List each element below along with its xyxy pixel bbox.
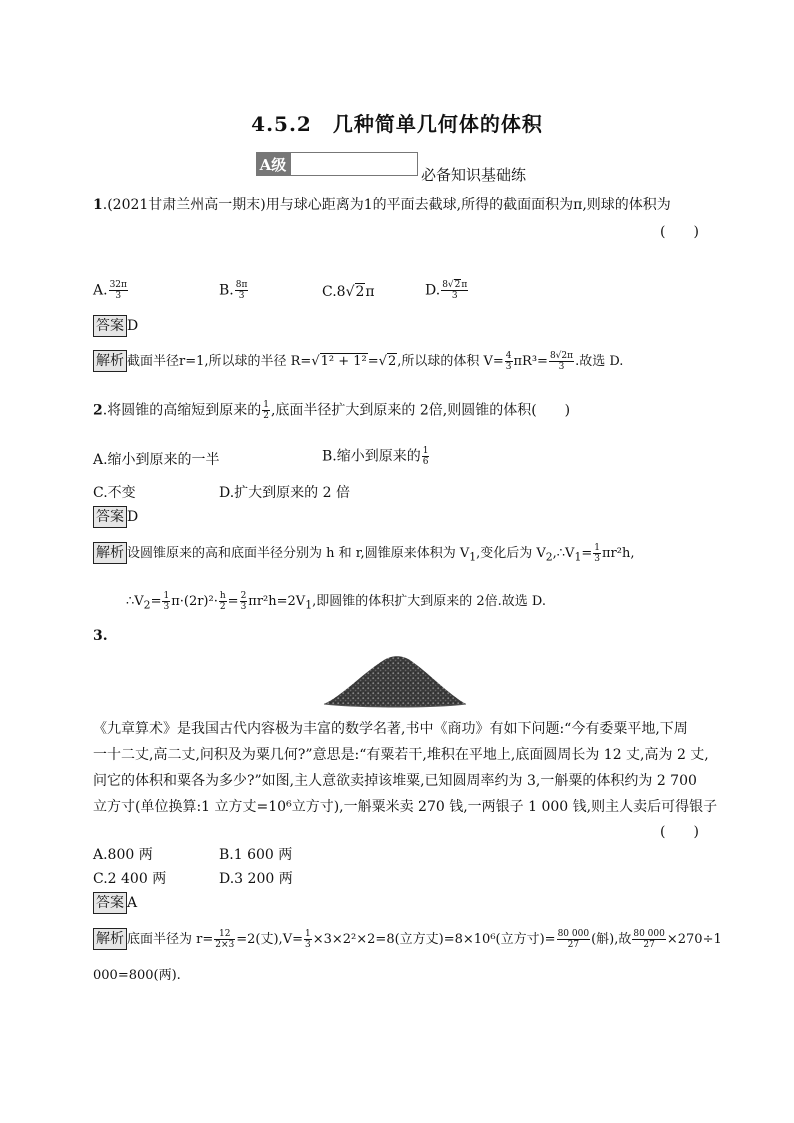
solution-text: ,即圆锥的体积扩大到原来的 2倍.故选 D. (312, 594, 546, 609)
solution-text: ×3×2²×2=8(立方丈)=8×10⁶(立方寸)= (312, 932, 556, 947)
solution-fraction (162, 591, 170, 612)
solution-text: πr²h, (601, 546, 635, 561)
solution-text: 截面半径r=1,所以球的半径 R= (127, 354, 312, 369)
fraction-denominator: 3 (505, 362, 512, 372)
fraction-denominator: 3 (558, 362, 565, 372)
question-3-solution-line-1 (93, 928, 722, 950)
radicand: 2 (454, 280, 461, 290)
fraction-numerator: 12 (214, 929, 235, 940)
radicand: 2 (355, 284, 365, 300)
option-suffix: π (365, 284, 375, 300)
option-fraction (235, 280, 249, 301)
section-label: 必备知识基础练 (421, 166, 527, 184)
solution-text: =2(丈),V= (236, 932, 303, 947)
question-3-option-d: D.3 200 两 (219, 871, 293, 887)
fraction-numerator: 1 (422, 446, 429, 456)
solution-fraction (240, 591, 248, 612)
question-1-answer-paren: ( ) (660, 224, 699, 240)
solution-text: ,∴V (552, 546, 575, 561)
question-1-number: 1 (93, 197, 103, 213)
answer-tag: 答案 (93, 315, 127, 337)
solution-text: .故选 D. (575, 354, 624, 369)
solution-fraction (557, 929, 591, 950)
subscript: 2 (143, 598, 151, 612)
question-3-line: 立方寸(单位换算:1 立方丈=10⁶立方寸),一斛粟米卖 270 钱,一两银子 1 000 钱,则主人卖后可得银子 (93, 799, 718, 815)
solution-fraction (505, 351, 513, 372)
question-3-line: 一十二丈,高二丈,问积及为粟几何?”意思是:“有粟若干,堆积在平地上,底面圆周长为 12 丈,高为 2 丈, (93, 747, 709, 763)
radicand: 1² + 1² (320, 354, 367, 369)
solution-text: = (150, 594, 162, 609)
question-1-option-c: C.8√2π (322, 284, 375, 300)
answer-value: D (127, 318, 139, 334)
question-3-answer (93, 892, 137, 914)
fraction-numerator: 8π (235, 280, 248, 290)
solution-fraction (632, 929, 666, 950)
option-fraction (109, 280, 128, 301)
fraction-denominator: 27 (567, 940, 580, 950)
question-1-option-d (425, 280, 469, 301)
question-1-answer (93, 315, 138, 337)
question-2-stem: .将圆锥的高缩短到原来的 (102, 402, 262, 419)
solution-text: 设圆锥原来的高和底面半径分别为 h 和 r,圆锥原来体积为 V (127, 546, 470, 561)
option-fraction (441, 280, 468, 301)
answer-value: D (127, 509, 139, 525)
question-1-source: .(2021甘肃兰州高一期末) (102, 197, 266, 213)
numerator-coefficient: 8 (442, 280, 448, 290)
question-1-stem: 用与球心距离为1的平面去截球,所得的截面面积为π,则球的体积为 (265, 197, 671, 213)
question-2-option-b (322, 446, 430, 467)
question-3-solution-line-2: 000=800(两). (93, 968, 181, 983)
solution-text: ×270÷1 (666, 932, 722, 947)
fraction-denominator: 27 (643, 940, 655, 950)
question-2-number: 2 (93, 402, 103, 419)
question-2-option-a: A.缩小到原来的一半 (93, 452, 220, 468)
grain-pile-image (322, 652, 468, 708)
solution-text: 底面半径为 r= (127, 932, 214, 947)
solution-fraction (214, 929, 235, 950)
question-3-option-b: B.1 600 两 (219, 847, 293, 863)
level-badge: A级 (256, 152, 290, 176)
fraction-numerator: 1 (163, 591, 170, 601)
solution-fraction (304, 929, 312, 950)
fraction-numerator: h (219, 591, 226, 601)
fraction-numerator: 32π (109, 280, 127, 290)
fraction-denominator: 3 (594, 554, 600, 564)
fraction-numerator: 80 000 (557, 929, 590, 939)
question-3-stem (93, 716, 717, 820)
fraction-denominator: 2 (263, 411, 269, 421)
option-label: B. (219, 282, 234, 299)
solution-text: = (581, 546, 593, 561)
fraction-numerator: 8√2π (549, 351, 574, 361)
solution-text: π·(2r)²· (171, 594, 218, 609)
answer-tag: 答案 (93, 506, 127, 528)
question-2-option-c: C.不变 (93, 485, 136, 501)
solution-text: πR³= (513, 354, 548, 369)
option-fraction (422, 446, 430, 467)
question-3-answer-paren: ( ) (660, 824, 699, 840)
question-3-line: 《九章算术》是我国古代内容极为丰富的数学名著,书中《商功》有如下问题:“今有委粟平地,下周 (93, 721, 688, 737)
level-badge-box (290, 152, 418, 176)
fraction-denominator: 3 (238, 291, 245, 301)
fraction-numerator: 80 000 (633, 929, 665, 939)
question-3-option-a: A.800 两 (93, 847, 153, 863)
question-1 (93, 195, 671, 215)
analysis-tag: 解析 (93, 928, 127, 950)
fraction-denominator: 3 (240, 602, 247, 612)
fraction-numerator: 1 (263, 400, 269, 410)
question-2-option-d: D.扩大到原来的 2 倍 (219, 485, 350, 501)
analysis-tag: 解析 (93, 542, 127, 564)
option-label: D. (425, 282, 441, 299)
answer-value: A (127, 895, 138, 911)
solution-fraction (549, 351, 574, 372)
fraction-denominator: 3 (304, 940, 311, 950)
fraction-numerator: 1 (594, 543, 600, 553)
option-label: C.8 (322, 284, 346, 300)
fraction-numerator: 2 (240, 591, 247, 601)
fraction-denominator: 3 (115, 291, 122, 301)
fraction-denominator: 2 (219, 602, 226, 612)
solution-text: = (367, 354, 379, 369)
question-2 (93, 400, 570, 421)
solution-text: πr²h=2V (248, 594, 306, 609)
question-3-option-c: C.2 400 两 (93, 871, 167, 887)
subscript: 1 (469, 550, 477, 564)
question-2-solution-line-2 (126, 590, 546, 612)
answer-tag: 答案 (93, 892, 127, 914)
fraction-numerator: 8√2π (442, 280, 468, 290)
question-3-number (93, 626, 108, 646)
question-3-line: 问它的体积和粟各为多少?”如图,主人意欲卖掉该堆粟,已知圆周率约为 3,一斛粟的体积约为 2 700 (93, 773, 697, 789)
question-1-solution: 解析 截面半径r=1,所以球的半径 R=√1² + 1²=√2,所以球的体积 V= $\frac{4}{3}$ πR³= $\frac{8√2\pi}{3}$ .故选 D. (93, 350, 623, 372)
solution-text: = (227, 594, 239, 609)
solution-text: ∴V (126, 594, 144, 609)
option-label: B.缩小到原来的 (322, 448, 421, 465)
solution-fraction (219, 591, 227, 612)
page-title: 4.5.2 几种简单几何体的体积 (251, 112, 543, 136)
fraction-numerator: 4 (505, 351, 512, 361)
question-2-answer (93, 506, 138, 528)
fraction-numerator: 1 (304, 929, 311, 939)
question-2-solution-line-1 (93, 542, 634, 564)
fraction-denominator: 3 (163, 602, 170, 612)
subscript: 1 (305, 598, 313, 612)
question-2-stem: ,底面半径扩大到原来的 2倍,则圆锥的体积( ) (270, 402, 571, 419)
fraction-denominator: 3 (451, 291, 458, 301)
question-1-option-b (219, 280, 249, 301)
solution-text: ,所以球的体积 V= (397, 354, 504, 369)
question-number: 3. (93, 628, 108, 644)
numerator-pi: π (461, 280, 468, 290)
solution-text: ,变化后为 V (476, 546, 546, 561)
radicand: 2 (387, 354, 397, 369)
solution-fraction (593, 543, 601, 564)
subscript: 2 (545, 550, 553, 564)
fraction-denominator: 2×3 (215, 940, 235, 950)
subscript: 1 (574, 550, 582, 564)
question-2-fraction (262, 400, 270, 421)
question-1-option-a (93, 280, 129, 301)
solution-text: (斛),故 (591, 932, 632, 947)
analysis-tag: 解析 (93, 350, 127, 372)
option-label: A. (93, 282, 108, 299)
fraction-denominator: 6 (422, 457, 429, 467)
